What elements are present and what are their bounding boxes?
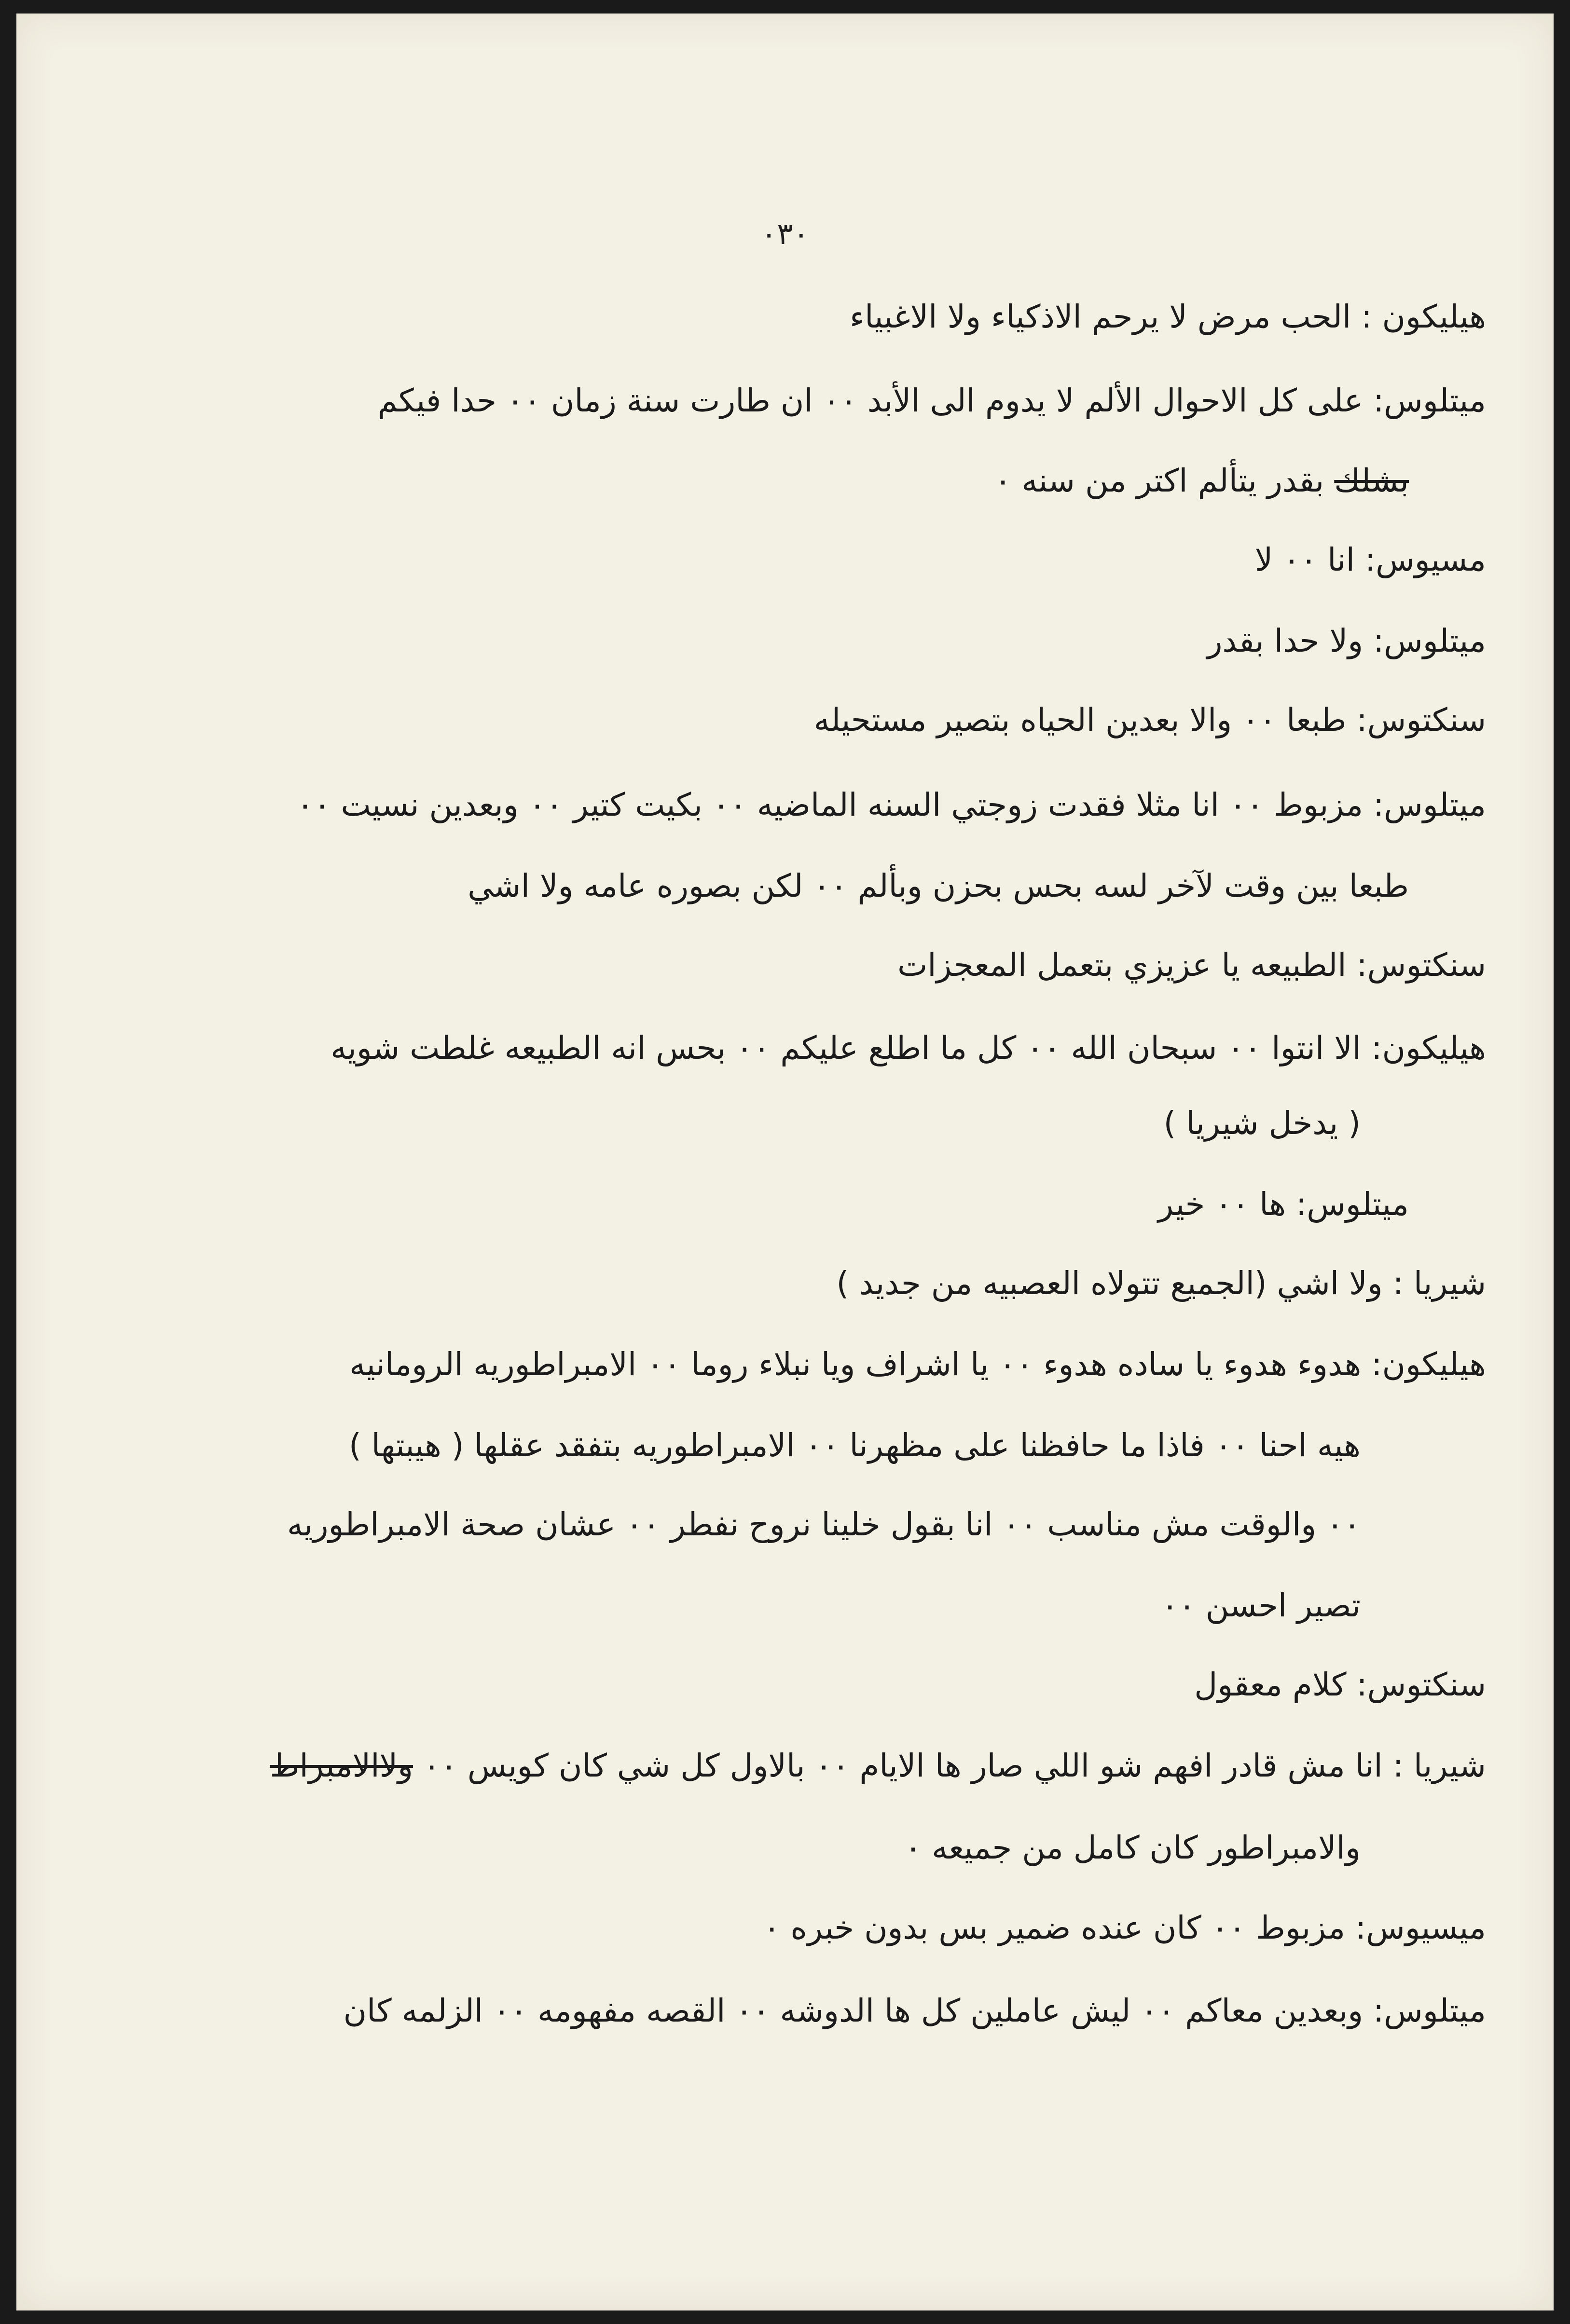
dialogue-line-2: ميتلوس: على كل الاحوال الألم لا يدوم الى الأبد ٠٠ ان طارت سنة زمان ٠٠ حدا فيكم [377, 382, 1486, 419]
dialogue-line-8: طبعا بين وقت لآخر لسه بحس بحزن وبألم ٠٠ لكن بصوره عامه ولا اشي [468, 867, 1409, 904]
dialogue-line-21: ميتلوس: وبعدين معاكم ٠٠ ليش عاملين كل ها الدوشه ٠٠ القصه مفهومه ٠٠ الزلمه كان [343, 1992, 1486, 2029]
struck-word: ولاالامبراط [270, 1747, 413, 1784]
dialogue-line-10: هيليكون: الا انتوا ٠٠ سبحان الله ٠٠ كل ما اطلع عليكم ٠٠ بحس انه الطبيعه غلطت شويه [331, 1029, 1486, 1066]
dialogue-line-12: شيريا : ولا اشي (الجميع تتولاه العصبيه من جديد ) [836, 1265, 1486, 1302]
page-number: ٠٣٠ [761, 216, 809, 251]
dialogue-line-18-text: شيريا : انا مش قادر افهم شو اللي صار ها الايام ٠٠ بالاول كل شي كان كويس ٠٠ [423, 1747, 1486, 1784]
dialogue-line-13: هيليكون: هدوء هدوء يا ساده هدوء ٠٠ يا اشراف ويا نبلاء روما ٠٠ الامبراطوريه الرومانيه [349, 1346, 1486, 1383]
dialogue-line-9: سنكتوس: الطبيعه يا عزيزي بتعمل المعجزات [897, 946, 1486, 984]
dialogue-line-17: سنكتوس: كلام معقول [1194, 1666, 1486, 1703]
dialogue-line-14: هيه احنا ٠٠ فاذا ما حافظنا على مظهرنا ٠٠ الامبراطوريه بتفقد عقلها ( هيبتها ) [348, 1427, 1361, 1464]
manuscript-page [16, 14, 1554, 2310]
dialogue-line-20: ميسيوس: مزبوط ٠٠ كان عنده ضمير بس بدون خبره ٠ [763, 1909, 1486, 1946]
dialogue-line-11: ميتلوس: ها ٠٠ خير [1158, 1186, 1409, 1223]
dialogue-line-16: تصير احسن ٠٠ [1161, 1587, 1361, 1624]
struck-word: بشلك [1334, 462, 1409, 499]
dialogue-line-5: ميتلوس: ولا حدا بقدر [1207, 622, 1486, 659]
dialogue-line-18 [270, 1747, 1487, 1784]
dialogue-line-19: والامبراطور كان كامل من جميعه ٠ [904, 1829, 1361, 1866]
dialogue-line-4: مسيوس: انا ٠٠ لا [1254, 541, 1486, 578]
dialogue-line-7: ميتلوس: مزبوط ٠٠ انا مثلا فقدت زوجتي السنه الماضيه ٠٠ بكيت كتير ٠٠ وبعدين نسيت ٠٠ [296, 786, 1486, 823]
dialogue-line-3 [994, 462, 1409, 499]
dialogue-line-3-text: بقدر يتألم اكتر من سنه ٠ [994, 462, 1324, 499]
dialogue-line-6: سنكتوس: طبعا ٠٠ والا بعدين الحياه بتصير مستحيله [813, 701, 1486, 738]
stage-direction-1: ( يدخل شيريا ) [1163, 1105, 1361, 1142]
dialogue-line-15: ٠٠ والوقت مش مناسب ٠٠ انا بقول خلينا نروح نفطر ٠٠ عشان صحة الامبراطوريه [287, 1506, 1361, 1543]
dialogue-line-1: هيليكون : الحب مرض لا يرحم الاذكياء ولا الاغبياء [850, 298, 1486, 335]
